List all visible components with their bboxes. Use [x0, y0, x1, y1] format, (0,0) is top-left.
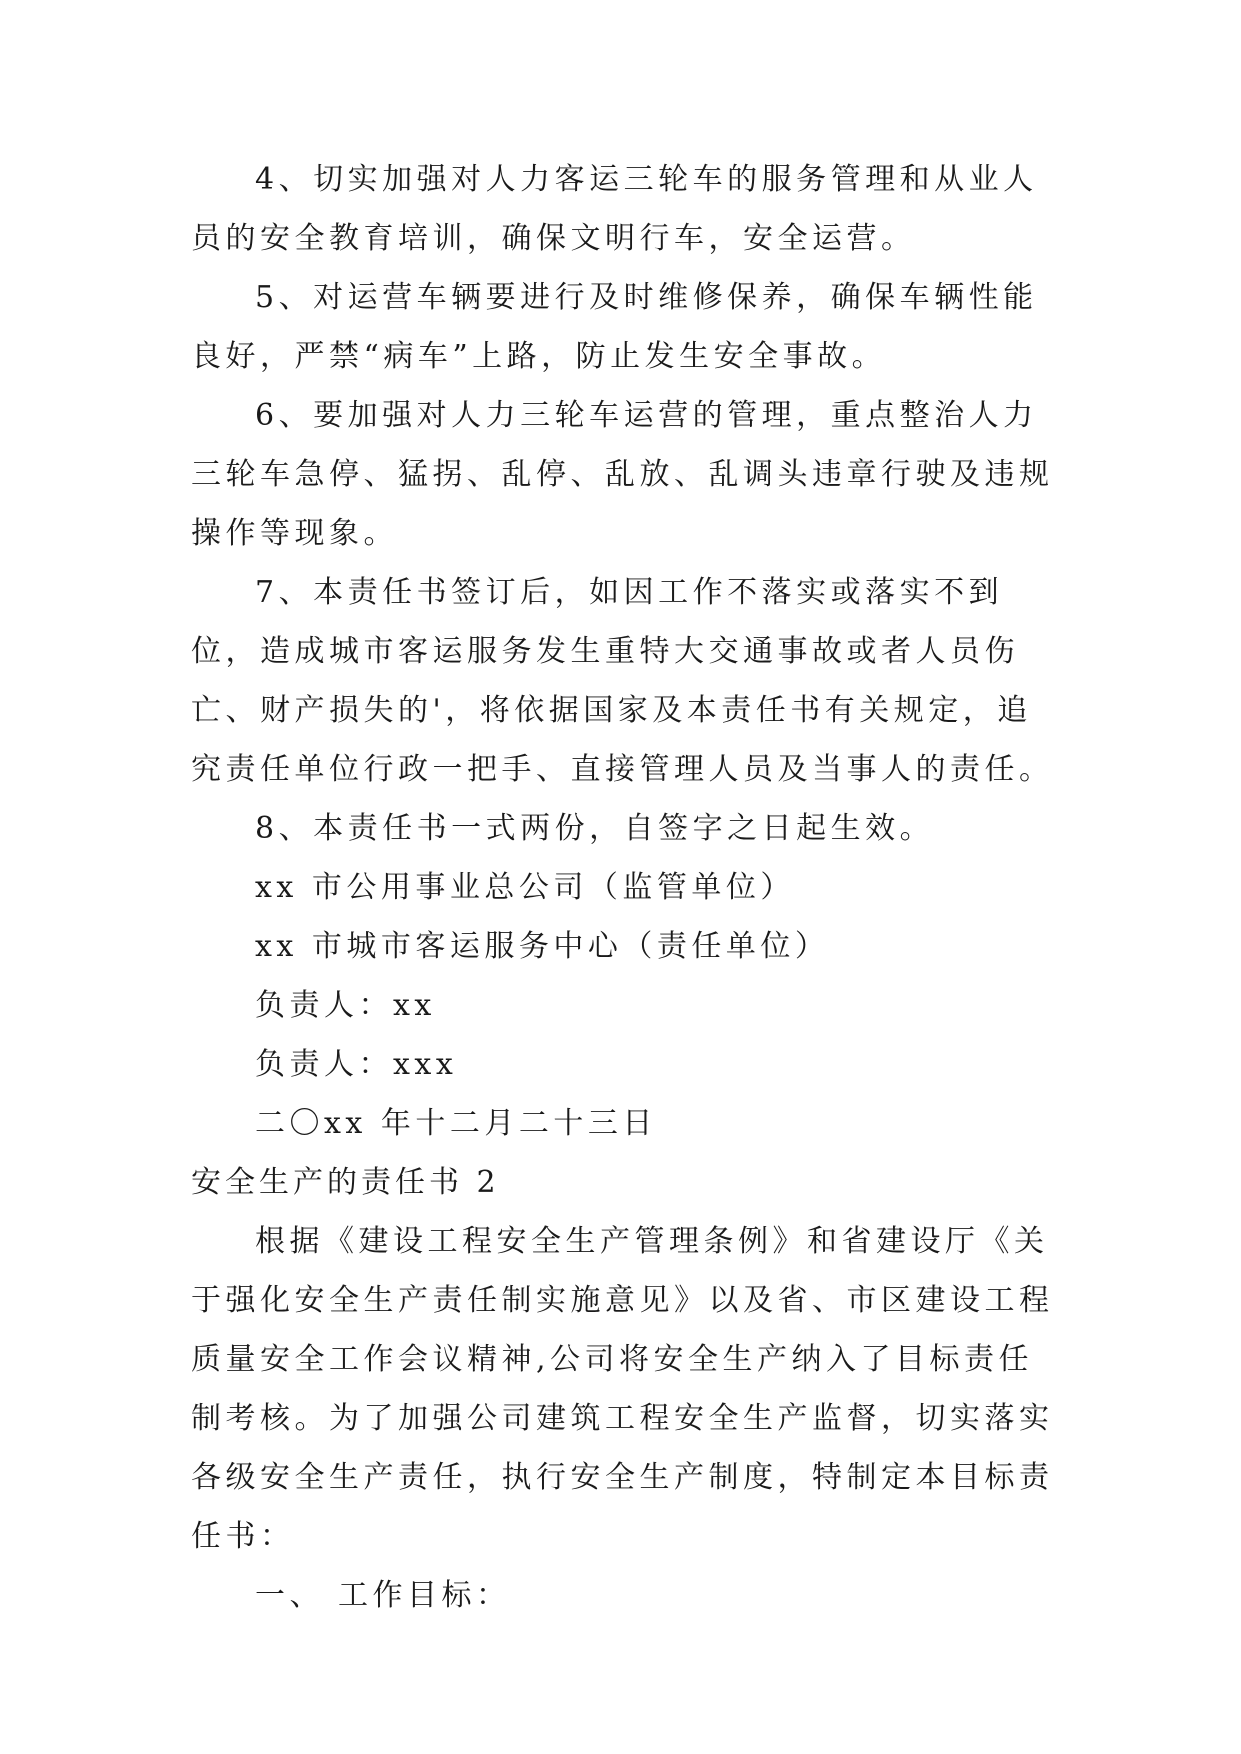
responsible-unit: xx 市城市客运服务中心（责任单位） [255, 929, 830, 964]
responsible-person: 负责人：xxx [255, 1047, 458, 1082]
work-goal-heading: 一、 工作目标： [255, 1578, 511, 1613]
paragraph-item-8: 8、本责任书一式两份，自签字之日起生效。 [255, 811, 935, 846]
signing-date: 二〇xx 年十二月二十三日 [255, 1106, 657, 1141]
supervisor-unit: xx 市公用事业总公司（监管单位） [255, 870, 795, 905]
section-title: 安全生产的责任书 2 [191, 1165, 500, 1200]
supervisor-person: 负责人：xx [255, 988, 436, 1023]
paragraph-item-4: 4、切实加强对人力客运三轮车的服务管理和从业人员的安全教育培训，确保文明行车，安全运营。 [191, 162, 1038, 256]
document-page [191, 150, 1061, 1625]
paragraph-item-6: 6、要加强对人力三轮车运营的管理，重点整治人力三轮车急停、猛拐、乱停、乱放、乱调头违章行驶及违规操作等现象。 [191, 398, 1054, 551]
paragraph-item-7: 7、本责任书签订后，如因工作不落实或落实不到位，造成城市客运服务发生重特大交通事故或者人员伤亡、财产损失的'，将依据国家及本责任书有关规定，追究责任单位行政一把手、直接管理人员及当事人的责任。 [191, 575, 1054, 787]
intro-paragraph: 根据《建设工程安全生产管理条例》和省建设厅《关于强化安全生产责任制实施意见》以及省、市区建设工程质量安全工作会议精神,公司将安全生产纳入了目标责任制考核。为了加强公司建筑工程安全生产监督，切实落实各级安全生产责任，执行安全生产制度，特制定本目标责任书： [191, 1224, 1054, 1554]
paragraph-item-5: 5、对运营车辆要进行及时维修保养，确保车辆性能良好，严禁“病车”上路，防止发生安全事故。 [191, 280, 1038, 374]
